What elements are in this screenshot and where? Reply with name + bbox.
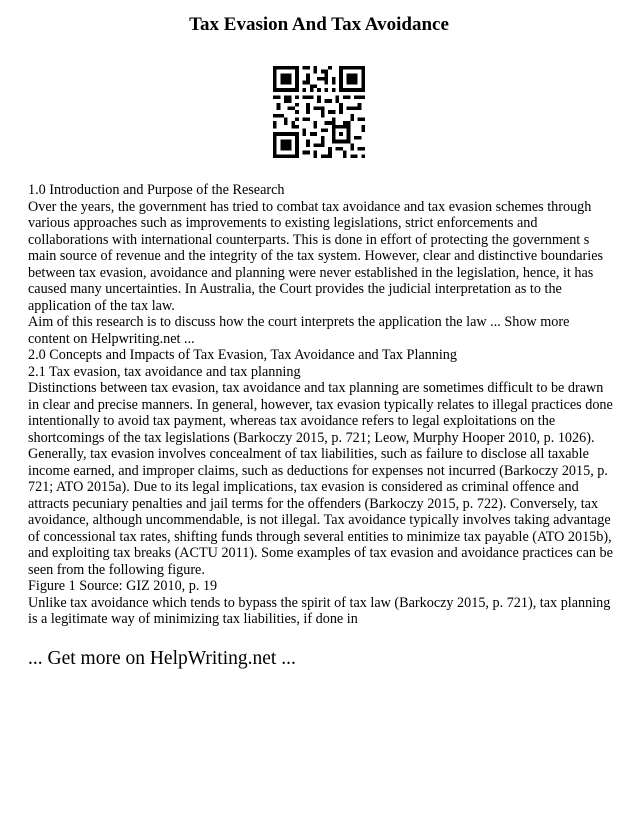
page-title: Tax Evasion And Tax Avoidance — [189, 14, 449, 35]
subsection-heading-definitions: 2.1 Tax evasion, tax avoidance and tax planning — [28, 363, 301, 380]
paragraph-aim: Aim of this research is to discuss how the court interprets the application the law ... Show more content on Helpwriting.net ... — [28, 314, 570, 347]
figure-caption: Figure 1 Source: GIZ 2010, p. 19 — [28, 578, 218, 594]
paragraph-overview: Over the years, the government has tried to combat tax avoidance and tax evasion schemes through various approaches such as improvements to existing legislations, strict enforcements and collaborations with international counterparts. This is done in effort of protecting the government s main source of revenue and the integrity of the tax system. However, clear and distinctive boundaries between tax evasion, avoidance and planning were never established in the legislation, hence, it has caused many uncertainties. In Australia, the Court provides the judicial interpretation as to the application of the tax law. — [28, 198, 604, 314]
qr-code-icon — [273, 66, 365, 158]
qr-code — [273, 66, 365, 158]
paragraph-distinctions: Distinctions between tax evasion, tax avoidance and tax planning are sometimes difficult to be drawn in clear and precise manners. In general, however, tax evasion typically relates to illegal practices done intentionally to avoid tax payment, whereas tax avoidance refers to legal exploitations on the shortcomings of the tax legislations (Barkoczy 2015, p. 721; Leow, Murphy Hooper 2010, p. 1026). Generally, tax evasion involves concealment of tax liabilities, such as failure to disclose all taxable income earned, and improper claims, such as deductions for expenses not incurred (Barkoczy 2015, p. 721; ATO 2015a). Due to its legal implications, tax evasion is considered as criminal offence and attracts pecuniary penalties and jail terms for the offenders (Barkoczy 2015, p. 722). Conversely, tax avoidance, although uncommendable, is not illegal. Tax avoidance typically involves taking advantage of concessional tax rates, shifting funds through several entities to minimize tax payable (ATO 2015b), and exploiting tax breaks (ACTU 2011). Some examples of tax evasion and avoidance practices can be seen from the following figure. — [28, 380, 613, 578]
section-heading-concepts: 2.0 Concepts and Impacts of Tax Evasion, Tax Avoidance and Tax Planning — [28, 347, 457, 363]
section-heading-introduction: 1.0 Introduction and Purpose of the Research — [28, 182, 285, 198]
paragraph-tax-planning: Unlike tax avoidance which tends to bypass the spirit of tax law (Barkoczy 2015, p. 721), tax planning is a legitimate way of minimizing tax liabilities, if done in — [28, 594, 611, 627]
get-more-link[interactable]: ... Get more on HelpWriting.net ... — [28, 648, 296, 669]
document-body — [28, 182, 613, 628]
